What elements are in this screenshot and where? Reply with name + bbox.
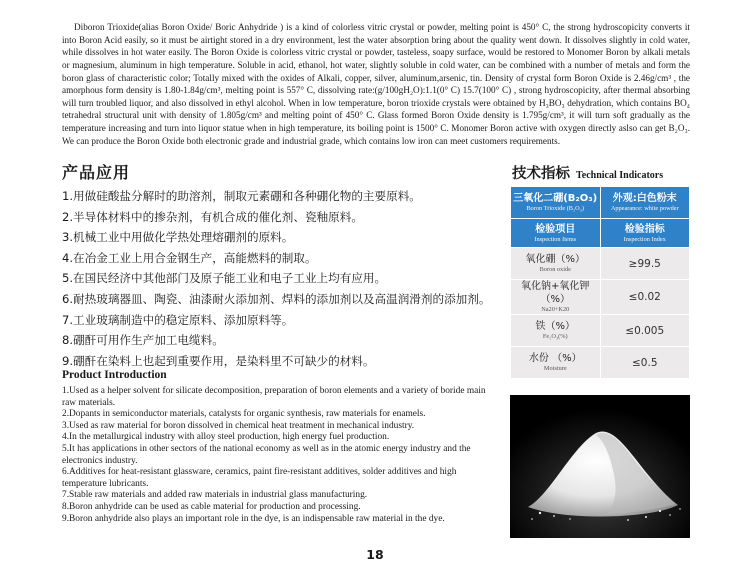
spec-value: ≤0.02 <box>600 280 690 315</box>
tech-indicators-heading <box>512 162 663 183</box>
tech-title-cn: 技术指标 <box>512 166 570 182</box>
spec-item-en: Na20+K20 <box>541 306 570 313</box>
spec-row <box>511 280 690 315</box>
en-list-item: 7.Stable raw materials and added raw materials in industrial glass manufacturing. <box>62 490 368 501</box>
spec-item-en: Fe₂O₃(%) <box>542 333 568 340</box>
spec-item-cn: 氧化硼（%） <box>525 254 585 265</box>
en-list-item: 2.Dopants in semiconductor materials, catalysts for organic synthesis, raw materials for enamels. <box>62 409 426 420</box>
cn-list-item: 7.工业玻璃制造中的稳定原料、添加原料等。 <box>62 312 294 327</box>
spec-header-product <box>511 187 690 219</box>
en-list-item: 3.Used as raw material for boron dissolved in chemical heat treatment in mechanical industry. <box>62 420 415 431</box>
powder-pile-image <box>510 395 690 538</box>
spec-item-en: Moisture <box>543 365 567 372</box>
cn-section-title: 产品应用 <box>62 163 131 182</box>
cn-list-item: 2.半导体材料中的掺杂剂，有机合成的催化剂、瓷釉原料。 <box>62 209 363 224</box>
product-name-en: Boron Trioxide (B₂O₃) <box>526 205 585 212</box>
spec-item-cell <box>511 248 601 280</box>
en-list-item: 9.Boron anhydride also plays an important role in the dye, is an indispensable raw material in the dye. <box>62 513 445 524</box>
inspection-index-en: Inspection Index <box>623 235 666 243</box>
spec-appearance-cell <box>600 187 690 219</box>
appearance-cn: 外观:白色粉末 <box>612 193 677 204</box>
en-list-item: 5.It has applications in other sectors of the national economy as well as in the atomic energy industry and the electronics industry. <box>62 443 471 466</box>
spec-item-cn: 氧化钠+氧化钾（%） <box>521 281 590 305</box>
spec-header-columns <box>511 219 690 248</box>
cn-list-item: 9.硼酐在染料上也起到重要作用，是染料里不可缺少的材料。 <box>62 353 375 368</box>
cn-list-item: 8.硼酐可用作生产加工电缆料。 <box>62 333 224 348</box>
en-section-title: Product Introduction <box>62 369 167 381</box>
spec-row <box>511 248 690 280</box>
spec-value: ≤0.005 <box>600 315 690 347</box>
en-list-item: 8.Boron anhydride can be used as cable material for production and processing. <box>62 501 361 512</box>
inspection-index-header <box>600 219 690 248</box>
cn-application-list <box>62 186 502 371</box>
intro-paragraph: Diboron Trioxide(alias Boron Oxide/ Boric Anhydride ) is a kind of colorless vitric crystal or powder, melting point is 450° C, the strong hydroscopicity converts it into Boron Acid easily, so it must be airtight stored in a dry environment, lest the water absorption bring about the quality went down. It dissolves slightly in cold water, while dissolves in hot water easily. The Boron Oxide is colorless vitric crystal or powder, tasteless, soapy surface, would be restored to Monomer Boron by alkali metals or magnesium, aluminum in high temperature. Soluble in acid, ethanol, hot water, slightly soluble in cold water, can be combined with a number of metals and form the boron glass of characteristic color; Totally mixed with the oxides of Alkali, copper, silver, aluminum,arsenic, tin. Density of crystal form Boron Oxide is 2.46g/cm³ , the amorphous form density is 1.80-1.84g/cm³, melting point is 557° C, dissolving rate:(g/100gH₂O):1.1(0° C) 15.7(100° C) , strong hydroscopicity, after thermal absorbing will turn troubled liquor, and also dissolved in ethyl alcohol. When in low temperature, boron trioxide crystals were obtained by H₃BO₃ dehydration, which contains BO₄ tetrahedral structural unit with density of 1.805g/cm³ and melting point of 450° C. Glass formed Boron Oxide density is 1.795g/cm³, it will turn soft gradually as the temperature increasing and turn into liquor statue when in high temperature, its boiling point is 1500° C. Monomer Boron active with oxygen directly aslso can get B₂O₃. We can produce the Boron Oxide both electronic grade and industrial grade, which contains low iron can meet customers requirements. <box>62 22 690 146</box>
en-list-item: 6.Additives for heat-resistant glassware, ceramics, paint fire-resistant additives, solder additives and high temperature lubricants. <box>62 467 457 489</box>
spec-item-en: Boron oxide <box>539 266 571 273</box>
cn-list-item: 3.机械工业中用做化学热处理熔硼剂的原料。 <box>62 230 294 245</box>
cn-list-item: 1.用做硅酸盐分解时的助溶剂，制取元素硼和各种硼化物的主要原料。 <box>62 189 421 203</box>
en-introduction-list <box>62 386 492 525</box>
page-number: 18 <box>366 547 384 562</box>
inspection-index-cn: 检验指标 <box>624 223 665 235</box>
en-list-item: 1.Used as a helper solvent for silicate decomposition, preparation of boron elements and a variety of boride main raw materials. <box>62 386 486 408</box>
spec-table <box>510 186 690 379</box>
spec-item-cn: 铁（%） <box>535 321 575 332</box>
cn-list-item: 4.在冶金工业上用合金钢生产，高能燃料的制取。 <box>62 250 317 265</box>
spec-value: ≤0.5 <box>600 347 690 379</box>
spec-row <box>511 315 690 347</box>
appearance-en: Appearance: white powder <box>610 205 679 212</box>
spec-item-cell <box>511 280 601 315</box>
spec-value: ≥99.5 <box>600 248 690 280</box>
spec-item-cell <box>511 347 601 379</box>
tech-title-en: Technical Indicators <box>576 170 664 181</box>
inspection-items-header <box>511 219 601 248</box>
spec-row <box>511 347 690 379</box>
inspection-items-cn: 检验项目 <box>535 223 576 235</box>
inspection-items-en: Inspection Items <box>534 235 577 243</box>
spec-item-cn: 水份 （%） <box>528 353 582 364</box>
en-list-item: 4.In the metallurgical industry with alloy steel production, high energy fuel production. <box>62 432 390 443</box>
spec-item-cell <box>511 315 601 347</box>
cn-list-item: 5.在国民经济中其他部门及原子能工业和电子工业上均有应用。 <box>62 271 387 286</box>
product-name-cn: 三氧化二硼(B₂O₃) <box>513 193 598 204</box>
cn-list-item: 6.耐热玻璃器皿、陶瓷、油漆耐火添加剂、焊料的添加剂以及高温润滑剂的添加剂。 <box>62 291 491 306</box>
spec-product-cell <box>511 187 601 219</box>
boron-oxide-powder-photo <box>510 395 690 538</box>
